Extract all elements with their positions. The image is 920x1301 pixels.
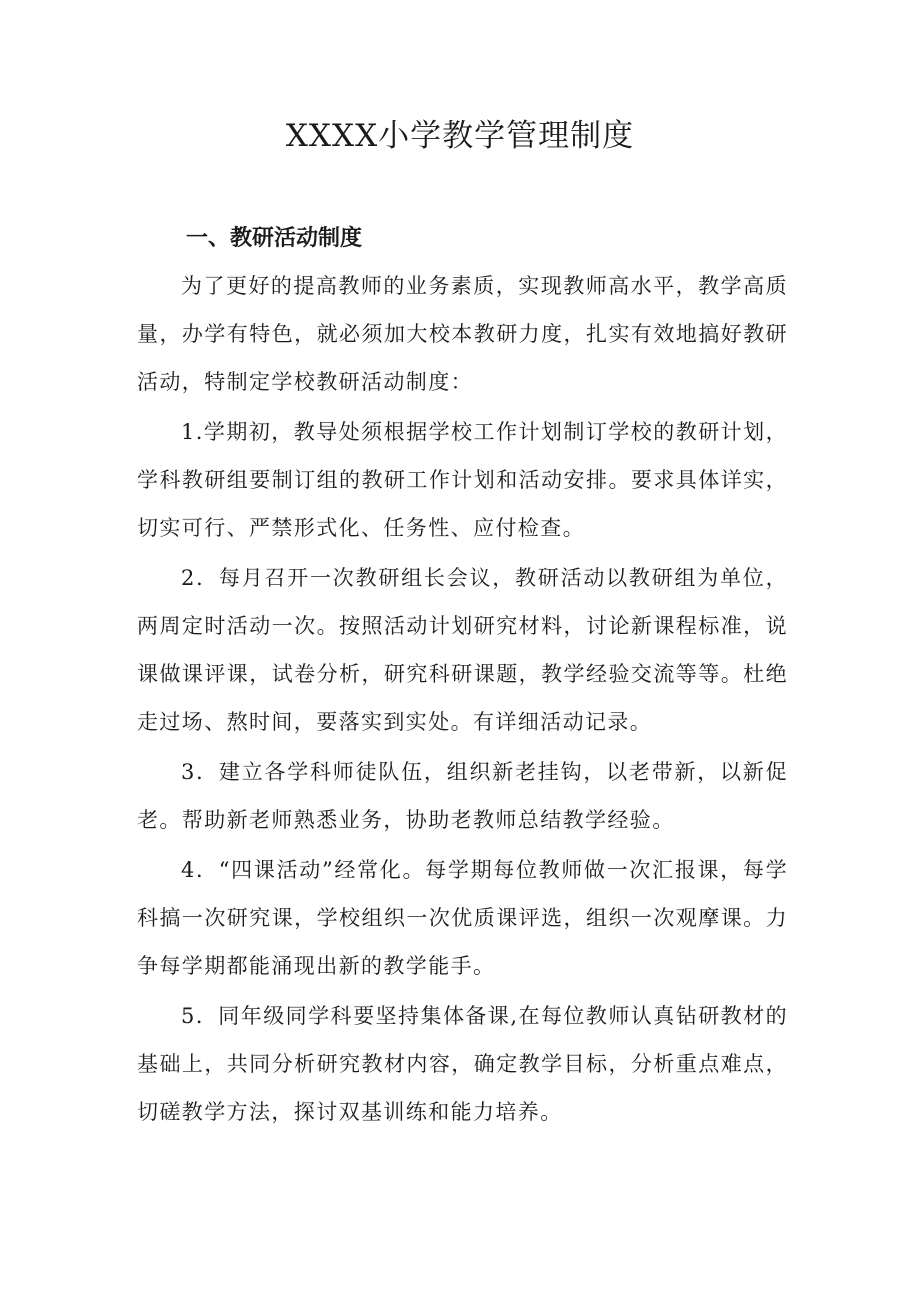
rule-paragraph-3: 3．建立各学科师徒队伍，组织新老挂钩，以老带新，以新促老。帮助新老师熟悉业务，协助老教师总结教学经验。 (137, 760, 788, 832)
document-title: XXXX小学教学管理制度 (285, 118, 635, 154)
rule-paragraph-2: 2．每月召开一次教研组长会议，教研活动以教研组为单位，两周定时活动一次。按照活动计划研究材料，讨论新课程标准，说课做课评课，试卷分析，研究科研课题，教学经验交流等等。杜绝走过场、熬时间，要落实到实处。有详细活动记录。 (137, 566, 788, 734)
intro-paragraph: 为了更好的提高教师的业务素质，实现教师高水平，教学高质量，办学有特色，就必须加大校本教研力度，扎实有效地搞好教研活动，特制定学校教研活动制度： (137, 274, 788, 394)
rule-paragraph-1: 1.学期初，教导处须根据学校工作计划制订学校的教研计划，学科教研组要制订组的教研工作计划和活动安排。要求具体详实，切实可行、严禁形式化、任务性、应付检查。 (137, 420, 788, 540)
section-heading: 一、教研活动制度 (186, 226, 363, 251)
rule-paragraph-5: 5．同年级同学科要坚持集体备课,在每位教师认真钻研教材的基础上，共同分析研究教材内容，确定教学目标，分析重点难点，切磋教学方法，探讨双基训练和能力培养。 (137, 1004, 788, 1124)
rule-paragraph-4: 4．“四课活动”经常化。每学期每位教师做一次汇报课，每学科搞一次研究课，学校组织一次优质课评选，组织一次观摩课。力争每学期都能涌现出新的教学能手。 (137, 858, 788, 978)
document-body (137, 262, 788, 1138)
